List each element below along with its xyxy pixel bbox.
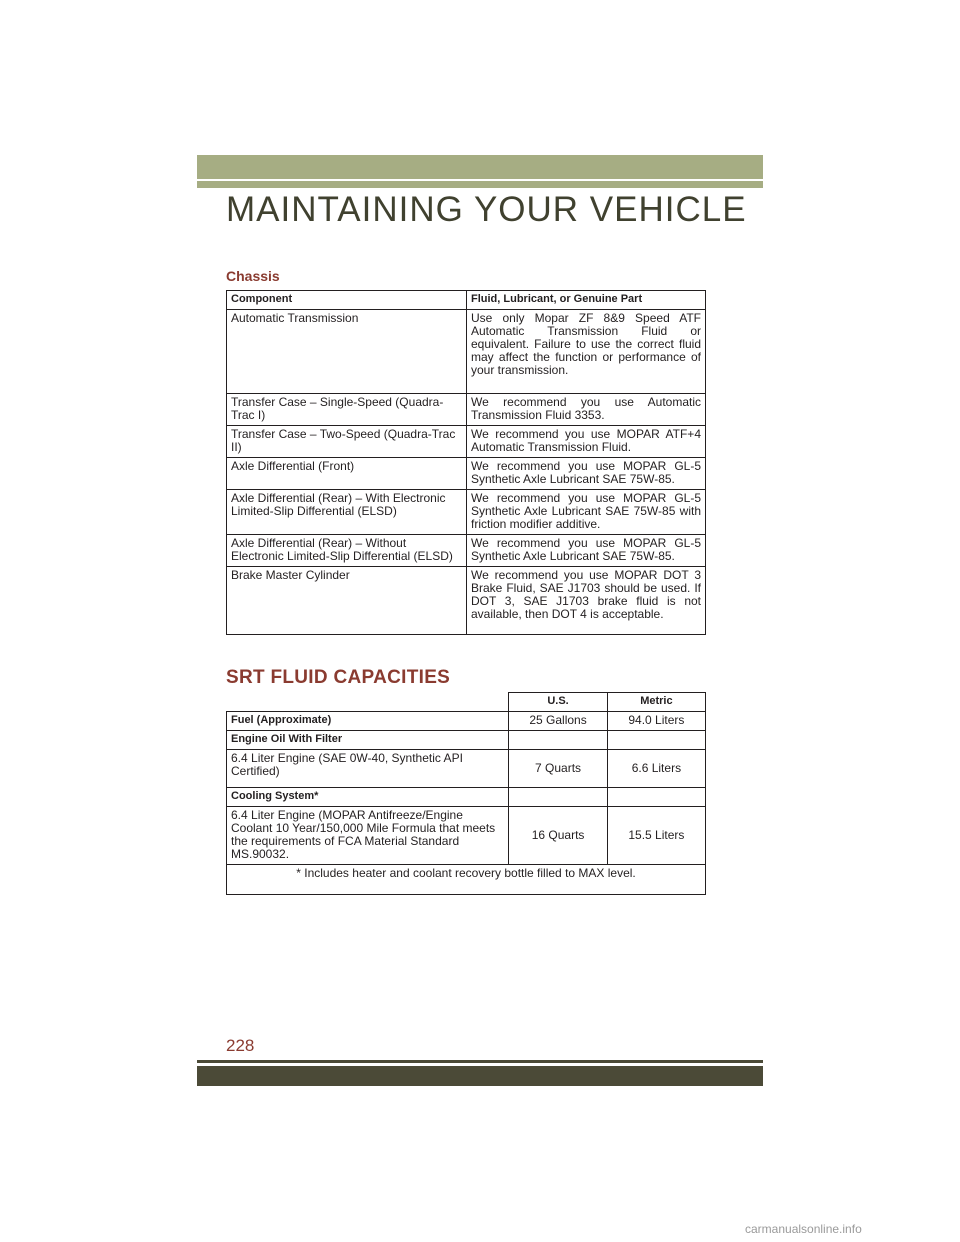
header-band <box>197 155 763 179</box>
table-header-row <box>227 693 706 712</box>
table-row <box>227 750 706 788</box>
chassis-table <box>226 290 706 635</box>
fluid-cell: We recommend you use MOPAR ATF+4 Automatic Transmission Fluid. <box>467 426 706 458</box>
page-title: MAINTAINING YOUR VEHICLE <box>226 190 747 229</box>
table-row <box>227 567 706 635</box>
page-number: 228 <box>226 1036 255 1055</box>
table-row <box>227 535 706 567</box>
fluid-cell: We recommend you use MOPAR DOT 3 Brake Fluid, SAE J1703 should be used. If DOT 3, SAE J1703 brake fluid is not available, then DOT 4 is acceptable. <box>467 567 706 635</box>
fuel-us: 25 Gallons <box>509 712 607 731</box>
footer-rule <box>197 1060 763 1063</box>
component-cell: Transfer Case – Single-Speed (Quadra-Trac I) <box>227 394 467 426</box>
fluid-cell: We recommend you use MOPAR GL-5 Synthetic Axle Lubricant SAE 75W-85. <box>467 458 706 490</box>
capacities-table <box>226 692 706 895</box>
empty-cell <box>607 788 705 807</box>
column-header-component: Component <box>227 291 467 310</box>
table-row <box>227 807 706 865</box>
cooling-metric: 15.5 Liters <box>607 807 705 865</box>
component-cell: Axle Differential (Rear) – With Electronic Limited-Slip Differential (ELSD) <box>227 490 467 535</box>
table-row <box>227 426 706 458</box>
footnote: * Includes heater and coolant recovery bottle filled to MAX level. <box>227 865 706 895</box>
column-header-us: U.S. <box>509 693 607 712</box>
component-cell: Axle Differential (Front) <box>227 458 467 490</box>
table-row <box>227 310 706 394</box>
empty-cell <box>509 731 607 750</box>
component-cell: Brake Master Cylinder <box>227 567 467 635</box>
table-row <box>227 394 706 426</box>
component-cell: Transfer Case – Two-Speed (Quadra-Trac II) <box>227 426 467 458</box>
capacities-heading: SRT FLUID CAPACITIES <box>226 667 451 688</box>
table-row <box>227 458 706 490</box>
table-row <box>227 712 706 731</box>
cooling-us: 16 Quarts <box>509 807 607 865</box>
fluid-cell: Use only Mopar ZF 8&9 Speed ATF Automatic Transmission Fluid or equivalent. Failure to use the correct fluid may affect the function or performance of your transmission. <box>467 310 706 394</box>
table-row <box>227 490 706 535</box>
empty-cell <box>509 788 607 807</box>
component-cell: Axle Differential (Rear) – Without Electronic Limited-Slip Differential (ELSD) <box>227 535 467 567</box>
table-row <box>227 788 706 807</box>
component-cell: Automatic Transmission <box>227 310 467 394</box>
footer-band <box>197 1066 763 1086</box>
column-header-blank <box>227 693 509 712</box>
column-header-fluid: Fluid, Lubricant, or Genuine Part <box>467 291 706 310</box>
empty-cell <box>607 731 705 750</box>
table-header-row <box>227 291 706 310</box>
header-rule <box>197 181 763 188</box>
oil-metric: 6.6 Liters <box>607 750 705 788</box>
table-row <box>227 731 706 750</box>
column-header-metric: Metric <box>607 693 705 712</box>
chassis-heading: Chassis <box>226 268 280 284</box>
cooling-heading: Cooling System* <box>227 788 509 807</box>
fuel-metric: 94.0 Liters <box>607 712 705 731</box>
oil-label: 6.4 Liter Engine (SAE 0W-40, Synthetic API Certified) <box>227 750 509 788</box>
fuel-label: Fuel (Approximate) <box>227 712 509 731</box>
oil-us: 7 Quarts <box>509 750 607 788</box>
fluid-cell: We recommend you use Automatic Transmission Fluid 3353. <box>467 394 706 426</box>
watermark: carmanualsonline.info <box>745 1222 862 1236</box>
fluid-cell: We recommend you use MOPAR GL-5 Synthetic Axle Lubricant SAE 75W-85 with friction modifier additive. <box>467 490 706 535</box>
oil-heading: Engine Oil With Filter <box>227 731 509 750</box>
cooling-label: 6.4 Liter Engine (MOPAR Antifreeze/Engine Coolant 10 Year/150,000 Mile Formula that meets the requirements of FCA Material Standard MS.90032. <box>227 807 509 865</box>
fluid-cell: We recommend you use MOPAR GL-5 Synthetic Axle Lubricant SAE 75W-85. <box>467 535 706 567</box>
table-row <box>227 865 706 895</box>
